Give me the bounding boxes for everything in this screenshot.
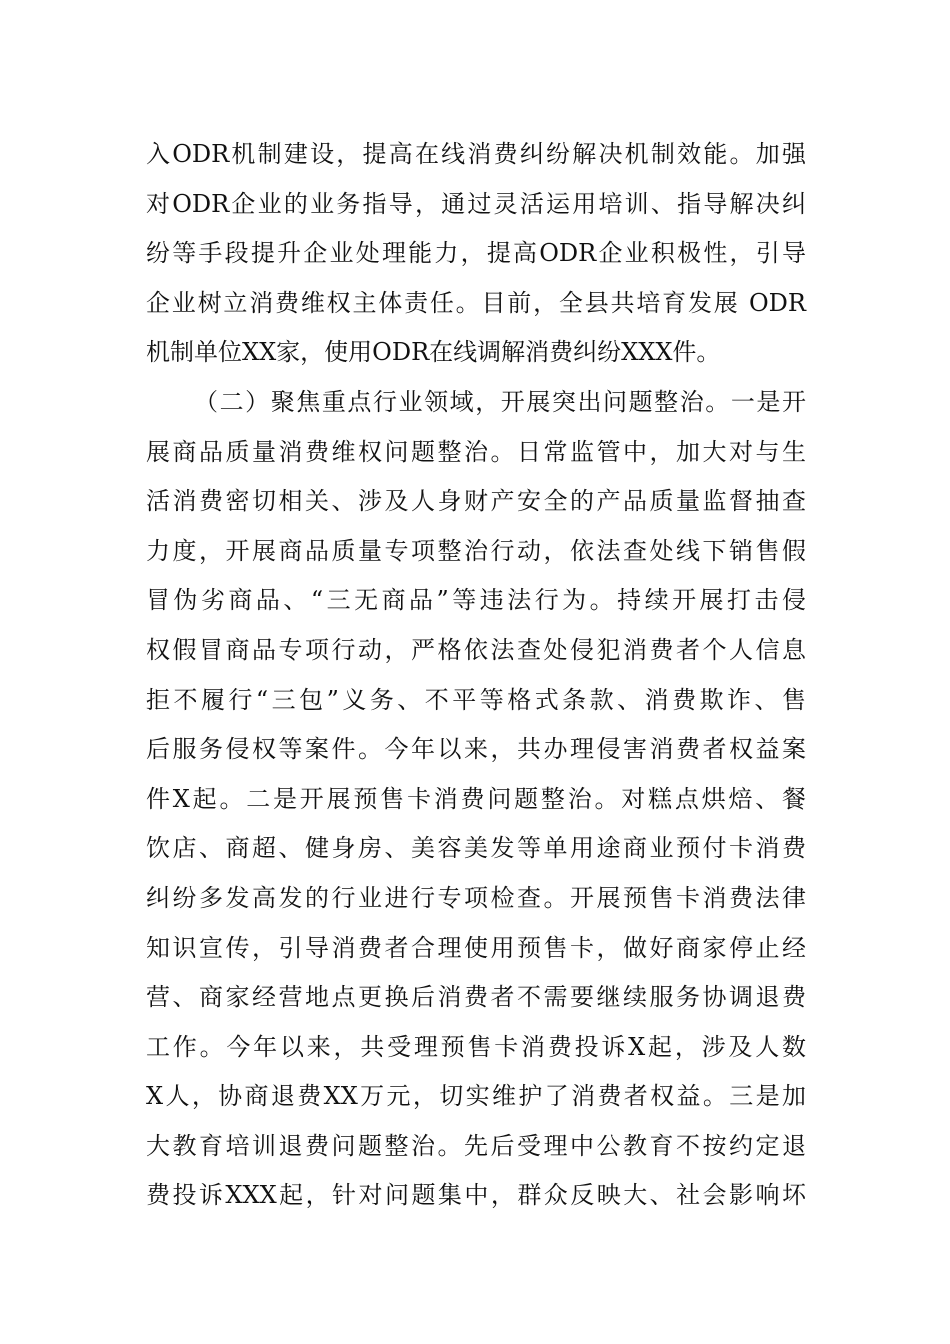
paragraph-2-line: 营、商家经营地点更换后消费者不需要继续服务协调退费 <box>146 983 806 1012</box>
paragraph-1-line: 对ODR企业的业务指导，通过灵活运用培训、指导解决纠 <box>146 189 806 218</box>
paragraph-2-line: 件X起。二是开展预售卡消费问题整治。对糕点烘焙、餐 <box>146 784 806 813</box>
paragraph-2-line: （二）聚焦重点行业领域，开展突出问题整治。一是开 <box>194 387 806 416</box>
paragraph-2-line: 饮店、商超、健身房、美容美发等单用途商业预付卡消费 <box>146 834 806 863</box>
paragraph-2-line: 冒伪劣商品、“三无商品”等违法行为。持续开展打击侵 <box>146 586 806 615</box>
paragraph-1-line: 纷等手段提升企业处理能力，提高ODR企业积极性，引导 <box>146 239 806 268</box>
paragraph-2-line: X人，协商退费XX万元，切实维护了消费者权益。三是加 <box>146 1082 806 1111</box>
paragraph-2-line: 大教育培训退费问题整治。先后受理中公教育不按约定退 <box>146 1131 806 1160</box>
paragraph-2-line: 费投诉XXX起，针对问题集中，群众反映大、社会影响坏 <box>146 1181 806 1210</box>
paragraph-2-line: 展商品质量消费维权问题整治。日常监管中，加大对与生 <box>146 437 806 466</box>
paragraph-2-line: 知识宣传，引导消费者合理使用预售卡，做好商家停止经 <box>146 933 806 962</box>
paragraph-2 <box>146 378 806 1221</box>
paragraph-2-line: 后服务侵权等案件。今年以来，共办理侵害消费者权益案 <box>146 735 806 764</box>
paragraph-2-line: 活消费密切相关、涉及人身财产安全的产品质量监督抽查 <box>146 487 806 516</box>
paragraph-2-line: 纠纷多发高发的行业进行专项检查。开展预售卡消费法律 <box>146 883 806 912</box>
paragraph-1-line: 企业树立消费维权主体责任。目前，全县共培育发展 ODR <box>146 288 806 317</box>
paragraph-1-line: 机制单位XX家，使用ODR在线调解消费纠纷XXX件。 <box>146 338 721 367</box>
paragraph-2-line: 拒不履行“三包”义务、不平等格式条款、消费欺诈、售 <box>146 685 806 714</box>
paragraph-2-line: 力度，开展商品质量专项整治行动，依法查处线下销售假 <box>146 536 806 565</box>
paragraph-1-line: 入ODR机制建设，提高在线消费纠纷解决机制效能。加强 <box>146 140 806 168</box>
paragraph-1 <box>146 130 806 378</box>
paragraph-2-line: 权假冒商品专项行动，严格依法查处侵犯消费者个人信息 <box>146 635 806 664</box>
paragraph-2-line: 工作。今年以来，共受理预售卡消费投诉X起，涉及人数 <box>146 1032 806 1061</box>
document-body <box>146 130 806 1221</box>
